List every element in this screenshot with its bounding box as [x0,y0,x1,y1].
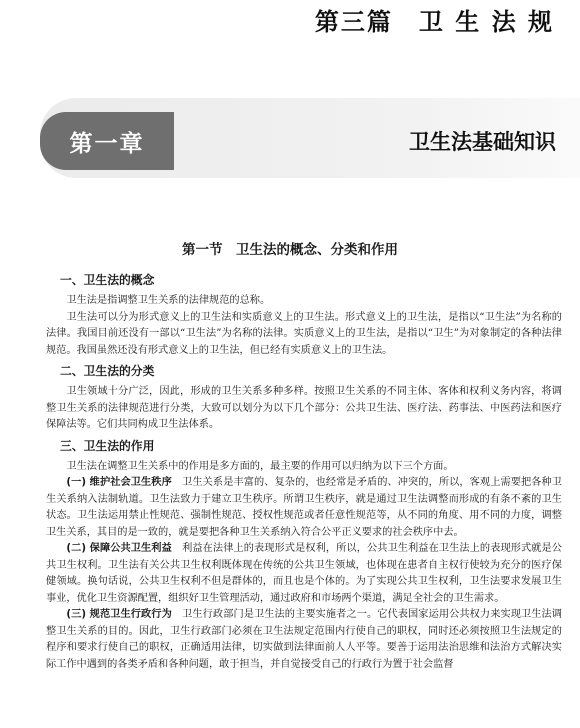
subsection-heading: 三、卫生法的作用 [60,438,155,453]
paragraph-text: 卫生行政部门是卫生法的主要实施者之一。它代表国家运用公共权力来实现卫生法调整卫生关系的目的。因此，卫生行政部门必须在卫生法规定范围内行使自己的职权，同时还必须按照卫生法规定的程序和要求行使自己的职权，正确适用法律，切实做到法律面前人人平等。要善于运用法治思维和法治方式解决实际工作中遇到的各类矛盾和各种问题，敢于担当，并自觉接受自己的行政行为置于社会监督 [46,609,562,670]
paragraph-text: 利益在法律上的表现形式是权利，所以，公共卫生利益在卫生法上的表现形式就是公共卫生权利。卫生法有关公共卫生权利既体现在传统的公共卫生领域，也体现在患者自主权行使较为充分的医疗保健领域。换句话说，公共卫生权利不但是群体的，而且也是个体的。为了实现公共卫生权利，卫生法要求发展卫生事业，优化卫生资源配置，组织好卫生管理活动，通过政府和市场两个渠道，满足全社会的卫生需求。 [46,543,562,604]
paragraph-text: 卫生法在调整卫生关系中的作用是多方面的，最主要的作用可以归纳为以下三个方面。 [66,460,454,472]
paragraph-lead: (一) 维护社会卫生秩序 [66,477,172,488]
paragraph [46,475,562,541]
paragraph [46,459,562,476]
body-text [46,268,562,673]
paragraph-text: 卫生法是指调整卫生关系的法律规范的总称。 [66,295,271,306]
paragraph [46,293,562,310]
chapter-label: 第一章 [69,130,145,157]
paragraph [46,310,562,360]
paragraph-lead: (二) 保障公共卫生利益 [66,543,172,554]
chapter-title: 卫生法基础知识 [409,130,556,154]
chapter-label-tab [40,112,174,170]
paragraph-text: 卫生领域十分广泛，因此，形成的卫生关系多种多样。按照卫生关系的不同主体、客体和权利义务内容，将调整卫生关系的法律规范进行分类，大致可以划分为以下几个部分：公共卫生法、医疗法、药事法、中医药法和医疗保障法等。它们共同构成卫生法体系。 [46,386,562,430]
paragraph-text: 卫生关系是丰富的、复杂的，也经常是矛盾的、冲突的，所以，客观上需要把各种卫生关系纳入法制轨道。卫生法致力于建立卫生秩序。所谓卫生秩序，就是通过卫生法调整而形成的有条不紊的卫生状态。卫生法运用禁止性规范、强制性规范、授权性规范或者任意性规范等，从不同的角度、用不同的力度，调整卫生关系，其目的是一致的，就是要把各种卫生关系纳入符合公平正义要求的社会秩序中去。 [46,477,562,538]
paragraph [46,384,562,434]
subsection-heading: 一、卫生法的概念 [60,273,155,287]
part-title: 第三篇 卫 生 法 规 [314,8,554,36]
paragraph-text: 卫生法可以分为形式意义上的卫生法和实质意义上的卫生法。形式意义上的卫生法，是指以“卫生法”为名称的法律。我国目前还没有一部以“卫生法”为名称的法律。实质意义上的卫生法，是指以“卫生”为对象制定的各种法律规范。我国虽然还没有形式意义上的卫生法，但已经有实质意义上的卫生法。 [46,311,562,356]
paragraph [46,541,562,607]
subsection-heading: 二、卫生法的分类 [60,364,155,378]
section-title: 第一节 卫生法的概念、分类和作用 [182,242,398,258]
paragraph-lead: (三) 规范卫生行政行为 [66,609,172,620]
paragraph [46,607,562,673]
